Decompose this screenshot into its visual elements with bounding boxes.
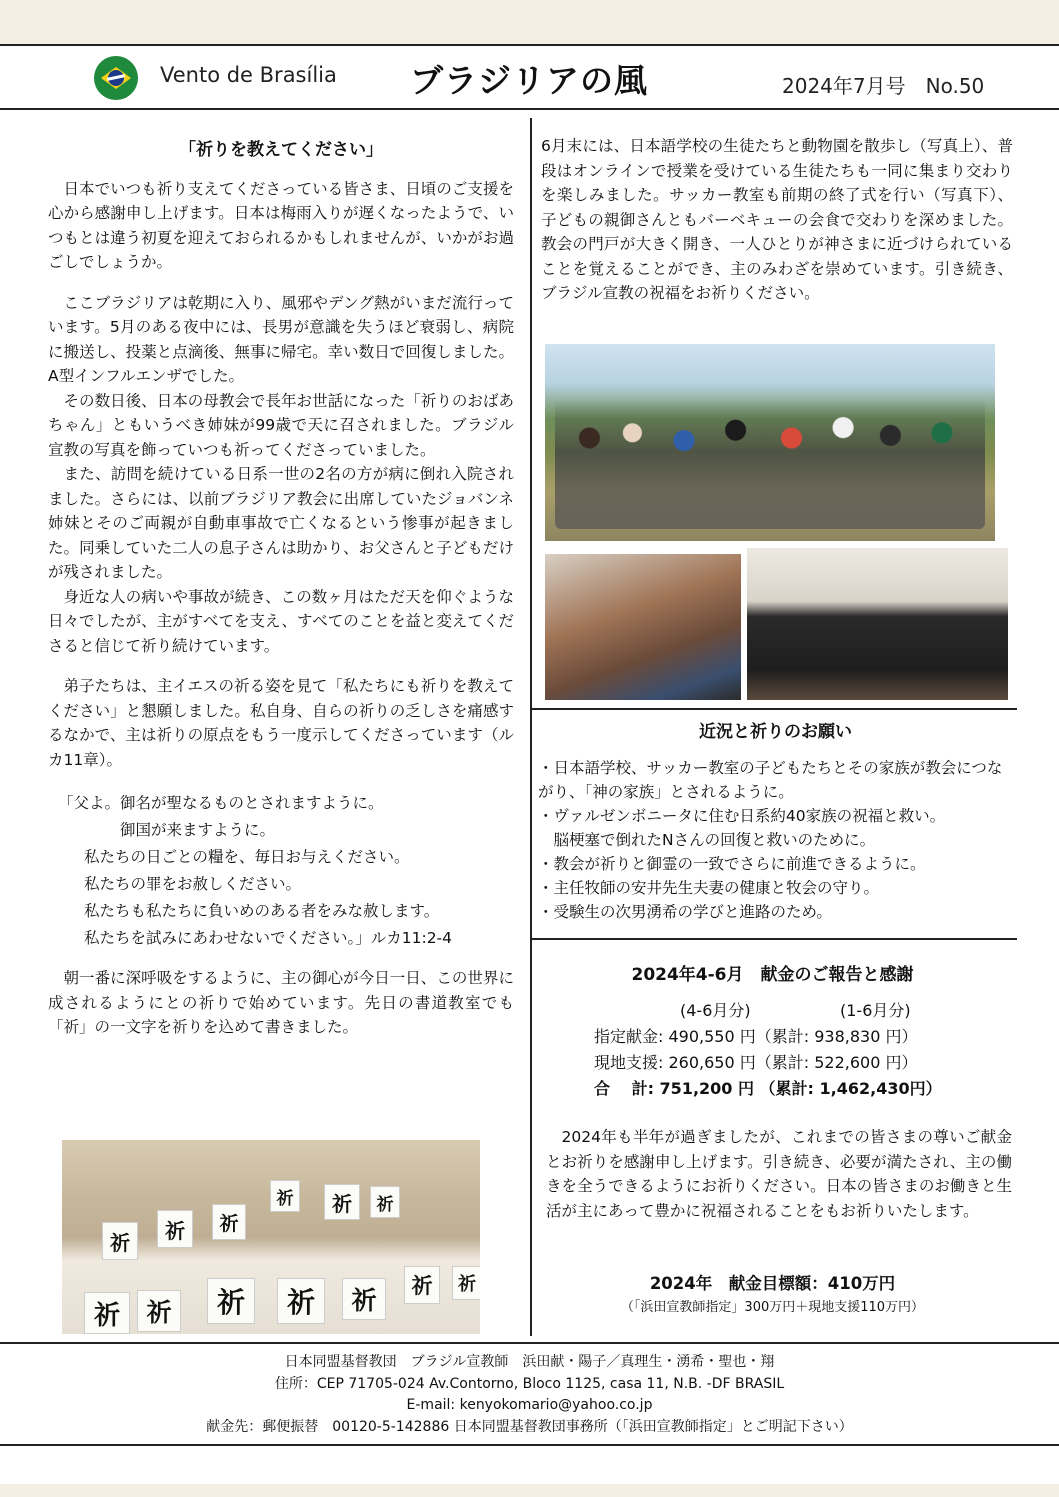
offering-goal: 2024年 献金目標額：410万円	[649, 1274, 896, 1293]
kanji-card: 祈	[137, 1290, 181, 1332]
header-top-rule	[0, 44, 1059, 46]
header-subtitle: Vento de Brasília	[160, 63, 337, 87]
total-row: 合 計: 751,200 円 （累計: 1,462,430円）	[594, 1079, 942, 1098]
prayer-line: 私たちの日ごとの糧を、毎日お与えください。	[84, 848, 410, 866]
brazil-flag-icon	[94, 56, 138, 100]
offering-goal-note: （「浜田宣教師指定」300万円＋現地支援110万円）	[620, 1300, 925, 1315]
report-title: 2024年4-6月 献金のご報告と感謝	[631, 965, 914, 985]
request-item: ・ヴァルゼンボニータに住む日系約40家族の祝福と救い。	[538, 807, 946, 825]
zoo-group-photo	[545, 344, 995, 541]
footer-bottom-rule	[0, 1444, 1059, 1446]
article-paragraph: 身近な人の病いや事故が続き、この数ヶ月はただ天を仰ぐような日々でしたが、主がすべてを支え、すべてのことを益と変えてくださると信じて祈り続けています。	[48, 587, 514, 655]
request-item: ・日本語学校、サッカー教室の子どもたちとその家族が教会につながり、「神の家族」とされるように。	[538, 759, 1003, 801]
soccer-coaches-photo	[747, 548, 1008, 700]
requests-top-rule	[531, 708, 1017, 710]
missionary-names: 日本同盟基督教団 ブラジル宣教師 浜田献・陽子／真理生・湧希・聖也・翔	[284, 1354, 775, 1370]
address: 住所：CEP 71705-024 Av.Contorno, Bloco 1125, casa 11, N.B. -DF BRASIL	[274, 1375, 785, 1392]
request-item: ・主任牧師の安井先生夫妻の健康と牧会の守り。	[538, 879, 880, 897]
kanji-card: 祈	[277, 1278, 325, 1324]
prayer-line: 私たちを試みにあわせないでください。」ルカ11:2-4	[84, 929, 453, 947]
issue-label: 2024年7月号 No.50	[782, 74, 985, 98]
footer	[0, 1352, 1059, 1438]
prayer-line: 私たちの罪をお赦しください。	[84, 875, 302, 893]
thanks-paragraph-block	[546, 1125, 1012, 1223]
period-label-half: (1-6月分)	[840, 1001, 911, 1020]
article-title: 「祈りを教えてください」	[179, 140, 383, 160]
article-paragraph: また、訪問を続けている日系一世の2名の方が病に倒れ入院されました。さらには、以前ブラジリア教会に出席していたジョバンネ姉妹とそのご両親が自動車事故で亡くなるという惨事が起きました。同乗していた二人の息子さんは助かり、お父さんと子どもだけが残されました。	[48, 465, 514, 581]
request-item: ・受験生の次男湧希の学びと進路のため。	[538, 903, 832, 921]
request-item: ・教会が祈りと御霊の一致でさらに前進できるように。	[538, 855, 926, 873]
kanji-card: 祈	[370, 1186, 400, 1218]
prayer-line: 私たちも私たちに負いめのある者をみな赦します。	[84, 902, 440, 920]
period-label-quarter: (4-6月分)	[680, 1001, 751, 1020]
report-top-rule	[531, 938, 1017, 940]
article-paragraph: その数日後、日本の母教会で長年お世話になった「祈りのおばあちゃん」ともいうべき姉妹が99歳で天に召されました。ブラジル宣教の写真を飾っていつも祈ってくださっていました。	[48, 391, 514, 459]
newsletter-title: ブラジリアの風	[410, 61, 648, 100]
kanji-card: 祈	[207, 1278, 255, 1324]
designated-offering-row: 指定献金: 490,550 円（累計: 938,830 円）	[594, 1027, 918, 1046]
right-column-report	[541, 134, 1013, 306]
prayer-line: 御国が来ますように。	[120, 821, 276, 839]
footer-top-rule	[0, 1342, 1059, 1344]
request-item: 脳梗塞で倒れたNさんの回復と救いのために。	[538, 831, 876, 849]
kanji-card: 祈	[102, 1222, 138, 1260]
kanji-card: 祈	[212, 1204, 246, 1240]
prayer-line: 「父よ。御名が聖なるものとされますように。	[58, 794, 384, 812]
children-praying-photo	[545, 554, 741, 700]
local-support-row: 現地支援: 260,650 円（累計: 522,600 円）	[594, 1053, 918, 1072]
lords-prayer-quote	[48, 790, 514, 952]
left-column	[48, 138, 514, 1040]
article-paragraph: ここブラジリアは乾期に入り、風邪やデング熱がいまだ流行っています。5月のある夜中には、長男が意識を失うほど衰弱し、病院に搬送し、投薬と点滴後、無事に帰宅。幸い数日で回復しました。A型インフルエンザでした。	[48, 293, 514, 385]
kanji-card: 祈	[452, 1266, 480, 1300]
activity-paragraph: 6月末には、日本語学校の生徒たちと動物園を散歩し（写真上）、普段はオンラインで授業を受けている生徒たちも一同に集まり交わりを楽しみました。サッカー教室も前期の終了式を行い（写真下）、子どもの親御さんともバーベキューの会食で交わりを深めました。教会の門戸が大きく開き、一人ひとりが神さまに近づけられていることを覚えることができ、主のみわざを崇めています。引き続き、ブラジル宣教の祝福をお祈りください。	[541, 137, 1013, 302]
kanji-card: 祈	[404, 1266, 440, 1304]
article-paragraph: 朝一番に深呼吸をするように、主の御心が今日一日、この世界に成されるようにとの祈りで始めています。先日の書道教室でも「祈」の一文字を祈りを込めて書きました。	[48, 969, 514, 1036]
kanji-card: 祈	[157, 1210, 193, 1248]
prayer-requests	[538, 720, 1013, 924]
calligraphy-class-photo	[62, 1140, 480, 1334]
requests-title: 近況と祈りのお願い	[699, 722, 852, 742]
header-bottom-rule	[0, 108, 1059, 110]
kanji-card: 祈	[324, 1184, 360, 1220]
email: E-mail: kenyokomario@yahoo.co.jp	[406, 1397, 653, 1413]
kanji-card: 祈	[270, 1180, 300, 1212]
kanji-card: 祈	[342, 1278, 386, 1320]
article-paragraph: 日本でいつも祈り支えてくださっている皆さま、日頃のご支援を心から感謝申し上げます。日本は梅雨入りが遅くなったようで、いつもとは違う初夏を迎えておられるかもしれませんが、いかがお過ごしでしょうか。	[48, 179, 514, 271]
donation-account: 献金先：郵便振替 00120-5-142886 日本同盟基督教団事務所（「浜田宣教師指定」とご明記下さい）	[206, 1418, 853, 1435]
kanji-card: 祈	[84, 1292, 130, 1334]
article-paragraph: 弟子たちは、主イエスの祈る姿を見て「私たちにも祈りを教えてください」と懇願しました。私自身、自らの祈りの乏しさを痛感するなかで、主は祈りの原点をもう一度示してくださっています（ルカ11章）。	[48, 677, 514, 769]
column-divider	[530, 118, 532, 1336]
thanks-paragraph: 2024年も半年が過ぎましたが、これまでの皆さまの尊いご献金とお祈りを感謝申し上げます。引き続き、必要が満たされ、主の働きを全うできるようにお祈りください。日本の皆さまのお働きと生活が主にあって豊かに祝福されることをもお祈りいたします。	[546, 1128, 1012, 1220]
offering-report	[535, 960, 1010, 1098]
